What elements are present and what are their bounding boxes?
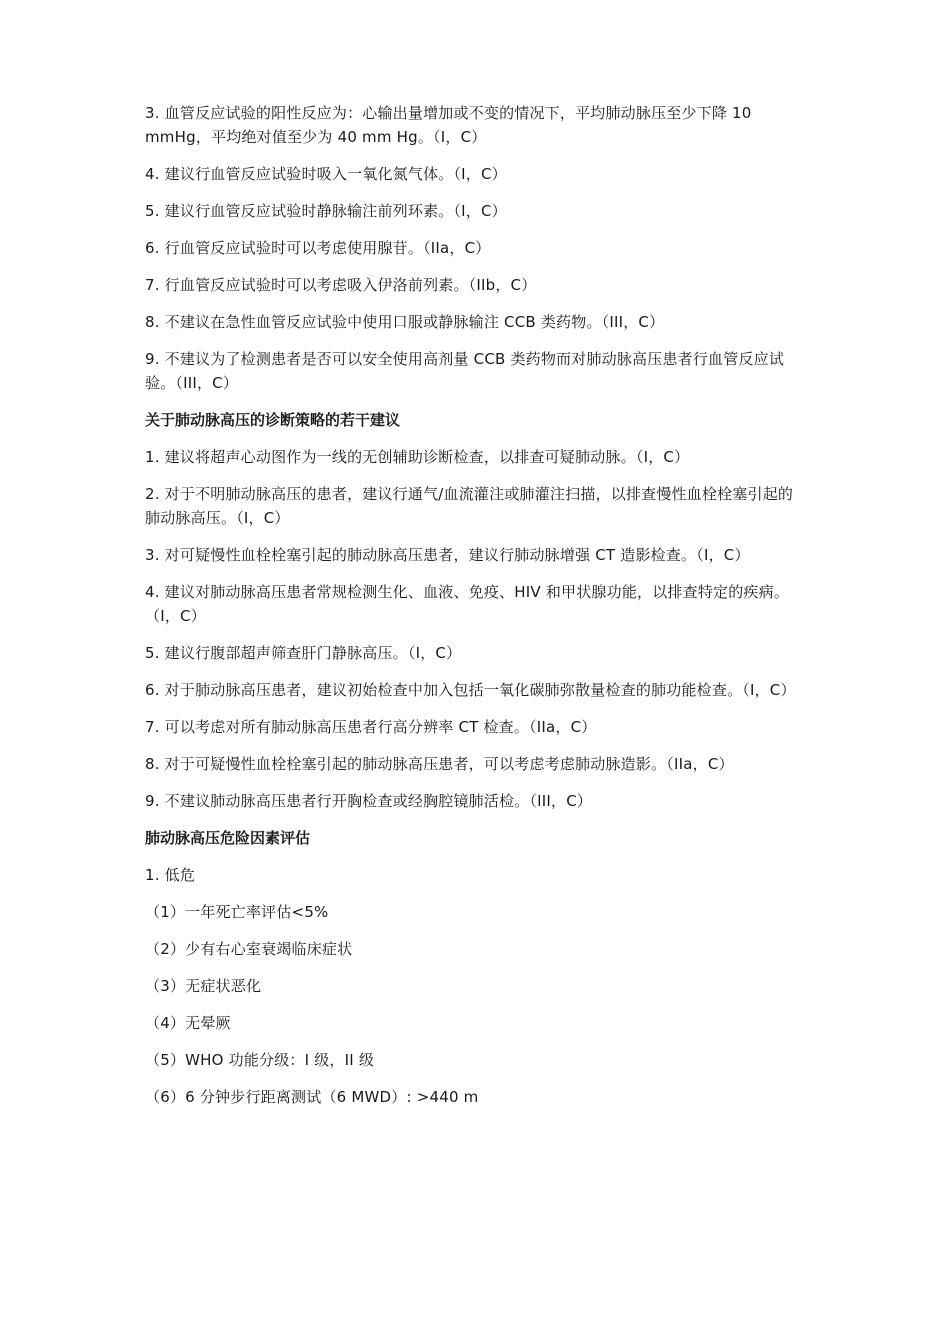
s3-subitem-3: （3）无症状恶化 (145, 977, 262, 995)
s2-item-2: 2. 对于不明肺动脉高压的患者，建议行通气/血流灌注或肺灌注扫描，以排查慢性血栓栓塞引起的肺动脉高压。（I，C） (145, 485, 794, 527)
s2-item-6: 6. 对于肺动脉高压患者，建议初始检查中加入包括一氧化碳肺弥散量检查的肺功能检查。（I，C） (145, 681, 796, 699)
s1-item-4: 4. 建议行血管反应试验时吸入一氧化氮气体。（I，C） (145, 165, 507, 183)
s2-item-9: 9. 不建议肺动脉高压患者行开胸检查或经胸腔镜肺活检。（III，C） (145, 792, 593, 810)
s2-item-8: 8. 对于可疑慢性血栓栓塞引起的肺动脉高压患者，可以考虑考虑肺动脉造影。（IIa，C） (145, 755, 734, 773)
s1-item-8: 8. 不建议在急性血管反应试验中使用口服或静脉输注 CCB 类药物。（III，C） (145, 313, 665, 331)
s3-subitem-1: （1）一年死亡率评估<5% (145, 903, 329, 921)
s1-item-9: 9. 不建议为了检测患者是否可以安全使用高剂量 CCB 类药物而对肺动脉高压患者行血管反应试验。（III，C） (145, 350, 785, 392)
s3-item-1: 1. 低危 (145, 866, 196, 884)
document-page (145, 101, 805, 1122)
s1-item-6: 6. 行血管反应试验时可以考虑使用腺苷。（IIa，C） (145, 239, 491, 257)
section-heading-diagnosis: 关于肺动脉高压的诊断策略的若干建议 (145, 411, 401, 429)
section-heading-risk: 肺动脉高压危险因素评估 (145, 829, 311, 847)
s1-item-7: 7. 行血管反应试验时可以考虑吸入伊洛前列素。（IIb，C） (145, 276, 537, 294)
s2-item-1: 1. 建议将超声心动图作为一线的无创辅助诊断检查，以排查可疑肺动脉。（I，C） (145, 448, 690, 466)
s2-item-7: 7. 可以考虑对所有肺动脉高压患者行高分辨率 CT 检查。（IIa，C） (145, 718, 597, 736)
s2-item-3: 3. 对可疑慢性血栓栓塞引起的肺动脉高压患者，建议行肺动脉增强 CT 造影检查。（I，C） (145, 546, 750, 564)
s2-item-5: 5. 建议行腹部超声筛查肝门静脉高压。（I，C） (145, 644, 462, 662)
s1-item-3: 3. 血管反应试验的阳性反应为：心输出量增加或不变的情况下，平均肺动脉压至少下降 10 mmHg，平均绝对值至少为 40 mm Hg。（I，C） (145, 104, 752, 146)
s1-item-5: 5. 建议行血管反应试验时静脉输注前列环素。（I，C） (145, 202, 507, 220)
s3-subitem-4: （4）无晕厥 (145, 1014, 231, 1032)
s3-subitem-6: （6）6 分钟步行距离测试（6 MWD）: >440 m (145, 1088, 479, 1106)
s3-subitem-5: （5）WHO 功能分级：I 级，II 级 (145, 1051, 375, 1069)
s2-item-4: 4. 建议对肺动脉高压患者常规检测生化、血液、免疫、HIV 和甲状腺功能，以排查特定的疾病。（I，C） (145, 583, 790, 625)
s3-subitem-2: （2）少有右心室衰竭临床症状 (145, 940, 353, 958)
